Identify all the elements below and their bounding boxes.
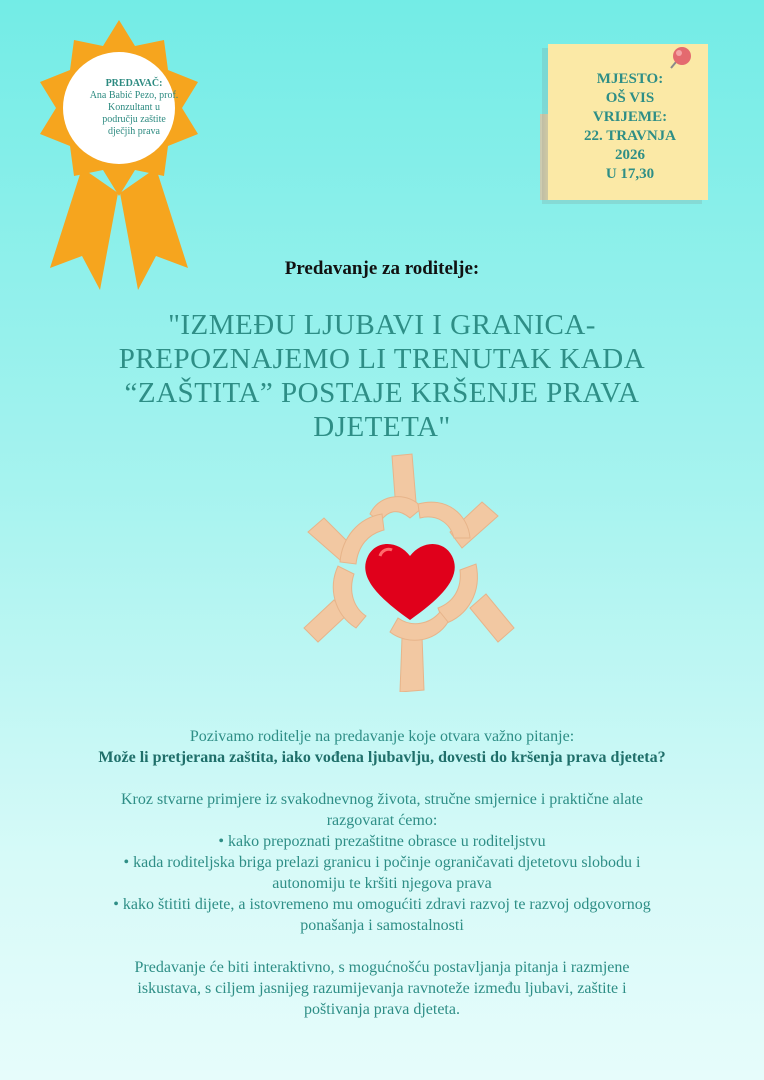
bullet-item-continued: autonomiju te kršiti njegova prava bbox=[272, 875, 492, 892]
event-details-note bbox=[540, 44, 708, 200]
title-line: DJETETA" bbox=[313, 411, 451, 443]
presenter-badge bbox=[30, 18, 208, 298]
bullet-item: • kada roditeljska briga prelazi granicu i počinje ograničavati djetetovu slobodu i bbox=[123, 854, 641, 871]
pushpin-icon bbox=[668, 44, 694, 70]
location-value: OŠ VIS bbox=[605, 90, 655, 106]
event-details bbox=[550, 70, 710, 184]
event-subtitle: Predavanje za roditelje: bbox=[284, 258, 480, 279]
presenter-label: PREDAVAČ: bbox=[105, 78, 163, 89]
year-value: 2026 bbox=[615, 147, 645, 163]
lecture-description bbox=[20, 726, 744, 1020]
location-label: MJESTO: bbox=[596, 71, 664, 87]
presenter-line: području zaštite bbox=[102, 114, 166, 125]
time-value: U 17,30 bbox=[605, 166, 655, 182]
closing-text: poštivanja prava djeteta. bbox=[304, 1001, 460, 1018]
key-question: Može li pretjerana zaštita, iako vođena ljubavlju, dovesti do kršenja prava djeteta? bbox=[98, 749, 666, 766]
title-line: “ZAŠTITA” POSTAJE KRŠENJE PRAVA bbox=[124, 377, 640, 409]
hands-around-heart-icon bbox=[300, 452, 520, 692]
title-line: "IZMEĐU LJUBAVI I GRANICA- bbox=[168, 309, 596, 341]
lead-text: razgovarat ćemo: bbox=[326, 812, 438, 829]
lecture-title bbox=[82, 308, 682, 444]
bullet-item: • kako prepoznati prezaštitne obrasce u roditeljstvu bbox=[218, 833, 546, 850]
closing-text: Predavanje će biti interaktivno, s mogućnošću postavljanja pitanja i razmjene bbox=[134, 959, 630, 976]
award-ribbon-icon bbox=[30, 18, 208, 298]
presenter-line: dječjih prava bbox=[108, 126, 160, 137]
presenter-info bbox=[82, 78, 186, 138]
closing-text: iskustava, s ciljem jasnijeg razumijevanja ravnoteže između ljubavi, zaštite i bbox=[137, 980, 627, 997]
presenter-line: Ana Babić Pezo, prof. bbox=[89, 90, 179, 101]
bullet-item: • kako štititi dijete, a istovremeno mu omogućiti zdravi razvoj te razvoj odgovornog bbox=[113, 896, 651, 913]
intro-text: Pozivamo roditelje na predavanje koje otvara važno pitanje: bbox=[189, 728, 575, 745]
presenter-line: Konzultant u bbox=[108, 102, 160, 113]
bullet-item-continued: ponašanja i samostalnosti bbox=[300, 917, 464, 934]
time-label: VRIJEME: bbox=[592, 109, 668, 125]
lead-text: Kroz stvarne primjere iz svakodnevnog života, stručne smjernice i praktične alate bbox=[120, 791, 643, 808]
title-line: PREPOZNAJEMO LI TRENUTAK KADA bbox=[118, 343, 646, 375]
date-value: 22. TRAVNJA bbox=[584, 128, 676, 144]
